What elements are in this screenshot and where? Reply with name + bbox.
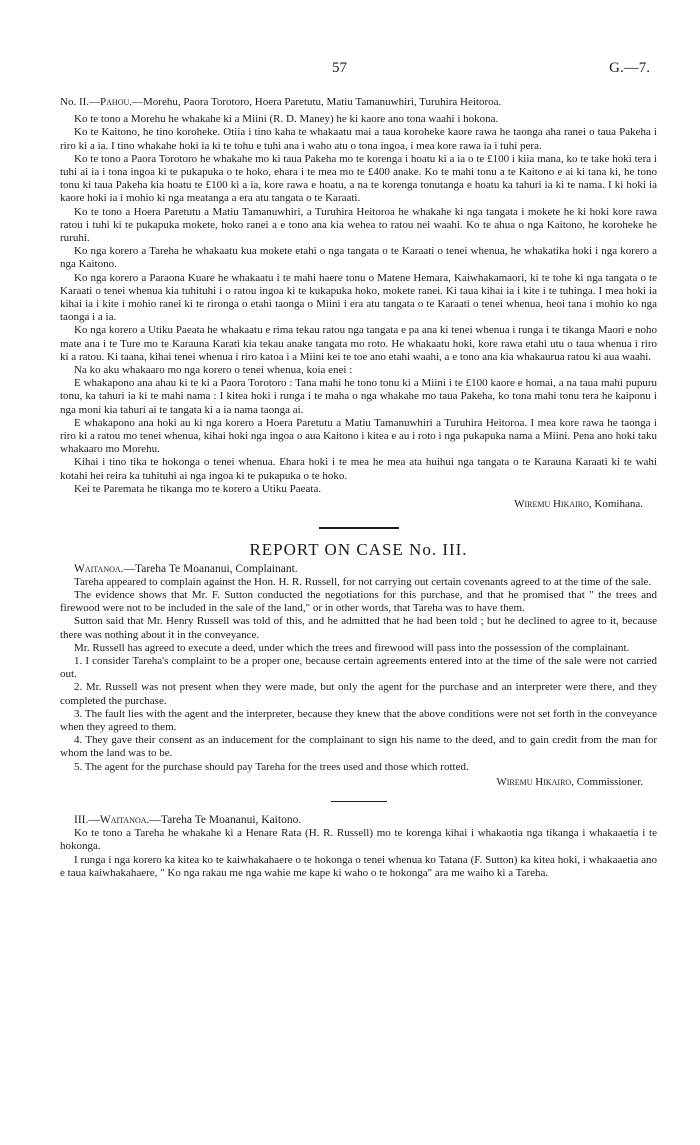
signature-line: [60, 776, 657, 789]
paragraph: Tareha appeared to complain against the Hon. H. R. Russell, for not carrying out certain covenants agreed to at the time of the sale.: [74, 575, 652, 588]
heading-rest: .—Morehu, Paora Torotoro, Hoera Paretutu, Matiu Tamanuwhiri, Turuhira Heitoroa.: [129, 96, 502, 108]
section-divider: [331, 801, 387, 802]
paragraph: Ko te tono a Paora Torotoro he whakahe mo ki taua Pakeha mo te korenga i hoatu ki a ia o te £100 i kiia mana, ko te take hoki tera i tuhi ai ia i tona ingoa ki te pukapuka o te hoko, ehara i te mea mo te £400 anake. Ko te mahi tonu a te Kaitono e ai ki tana ki, he tono tonu ki taua Pakeha kia hoatu te £100 ki a ia, kore rawa e hoatu, a na te korenga tonutanga e hoatu ka tahuri ia ki te nama. I ki hoki ia kaore hoki ia i mohio ki nga meatanga a era atu tangata o te Karaati.: [60, 152, 657, 205]
heading-prefix: III.—: [74, 813, 100, 826]
heading-place: Pahou: [100, 96, 130, 108]
paragraph: I runga i nga korero ka kitea ko te kaiwhakahaere o te hokonga o tenei whenua ko Tatana (F. Sutton) ka kitea hoki, i whakaaetia ano e taua kaiwhakahaere, " Ko nga rakau me nga wahie me kape ki waho o te hokonga" ara me waiho ki a Tareha.: [60, 853, 657, 879]
paragraph: E whakapono ana ahau ki te ki a Paora Torotoro : Tana mahi he tono tonu ki a Miini i te £100 kaore e homai, a na taua mahi pupuru tonu, ka tahuri ia ki te mahi nama : I kitea hoki i runga i te maha o nga whakahe mo taua Pakeha, ko tona mahi tonu tera he kaiponu i nga moni kia tahuri ai te tangata ki a ia nama taonga ai.: [60, 377, 657, 416]
paragraph: Ko nga korero a Paraona Kuare he whakaatu i te mahi haere tonu o Matene Hemara, Kaiwhakamaori, ki te tohe ki nga tangata o te Karaati o tenei whenua kia tuhituhi i o ratou ingoa ki te kukapuka hoko, mokete ranei. Ki taua kihai ia i kite i te tuhinga. I mea hoki ia kihai ia i kite i mohio ranei ki te rironga o etahi taonga o Miini i era atu tangata o te Karaati o tenei whenua, heoi tana i mohio ko nga taonga i a ia.: [60, 271, 657, 324]
signature-title: , Komihana.: [588, 498, 643, 511]
paragraph: The evidence shows that Mr. F. Sutton conducted the negotiations for this purchase, and that he promised that " the trees and firewood were not to be included in the sale of the land," or in other words, that Tareha was to have them.: [60, 588, 657, 615]
section-heading-no2: [60, 96, 657, 109]
paragraph: E whakapono ana hoki au ki nga korero a Hoera Paretutu a Matiu Tamanuwhiri a Turuhira Heitoroa. I mea kore rawa he taonga i riro ki a ratou mo tenei whenua, kihai hoki nga ingoa o aua Kaitono i kitea e au i roto i nga pukapuka nama a Miini. Pena ano hoki taku whakaaro mo Morehu.: [60, 416, 657, 456]
paragraph: Ko nga korero a Utiku Paeata he whakaatu e rima tekau ratou nga tangata e pa ana ki tenei whenua i runga i te tikanga Maori e noho mate ana i te Ture mo te Karauna Karati kia tekau anake tangata mo roto. He whakaatu hoki, kore rawa etahi utu o taua whenua i riro ki a ratou. Ki taana, kihai tenei whenua i riro katoa i a Miini kei te toe ano etahi waahi, a e tono ana kia whakaurua ratou ki aua waahi.: [60, 324, 657, 363]
paragraph: Ko te tono a Hoera Paretutu a Matiu Tamanuwhiri, a Turuhira Heitoroa he whakahe ki nga tangata i mokete he ki hoki kore rawa ratou i tuhi ki te pukapuka mokete, hoko ranei a e tono ana kia wehea to ratou nei waahi. Ko te ahua o nga Kaitono, he koroheke he ruruhi.: [60, 205, 657, 245]
paragraph: 2. Mr. Russell was not present when they were made, but only the agent for the purchase and an interpreter were there, and they completed the purchase.: [60, 681, 657, 707]
section-divider: [319, 527, 399, 529]
paragraph: 4. They gave their consent as an inducement for the complainant to sign his name to the deed, and to gain credit from the man for whom the land was to be.: [60, 734, 657, 760]
paragraph: Kei te Paremata he tikanga mo te korero a Utiku Paeata.: [74, 482, 322, 495]
subtitle-place: Waitanoa: [74, 562, 121, 575]
heading-place: Waitanoa: [99, 813, 147, 826]
page-content: [60, 96, 657, 880]
paragraph: Mr. Russell has agreed to execute a deed, under which the trees and firewood will pass into the possession of the complainant.: [74, 641, 630, 654]
paragraph: 1. I consider Tareha's complaint to be a proper one, because certain agreements entered into at the time of the sale were not carried out.: [60, 654, 657, 681]
paragraph: 5. The agent for the purchase should pay Tareha for the trees used and those which rotted.: [74, 760, 469, 773]
report-subtitle: [60, 563, 657, 576]
paragraph: Ko te tono a Morehu he whakahe ki a Miini (R. D. Maney) he ki kaore ano tona waahi i hokona.: [74, 113, 499, 126]
page-number: 57: [332, 60, 347, 76]
signature-title: , Commissioner.: [571, 775, 643, 788]
heading-rest: .—Tareha Te Moananui, Kaitono.: [146, 813, 302, 826]
paragraph: Sutton said that Mr. Henry Russell was told of this, and he admitted that he had been told ; but he declined to agree to it, because there was nothing about it in the conveyance.: [60, 615, 657, 641]
page-header: [0, 60, 700, 82]
heading-prefix: No. II.—: [60, 96, 101, 108]
paragraph: Ko nga korero a Tareha he whakaatu kua mokete etahi o nga tangata o te Karaati o tenei whenua, he whakatika hoki i nga korero a nga Kaitono.: [60, 245, 657, 271]
paragraph: 3. The fault lies with the agent and the interpreter, because they knew that the above conditions were not set forth in the conveyance when they agreed to them.: [60, 707, 657, 733]
signature-name: Wiremu Hikairo: [514, 498, 589, 511]
document-reference: G.—7.: [609, 60, 650, 76]
section-heading-no3: [60, 814, 657, 827]
paragraph: Ko te Kaitono, he tino koroheke. Otiia i tino kaha te whakaatu mai a taua koroheke kaore rawa he taonga aha ranei o taua Pakeha i riro ki a ia. I tino whakahe hoki ia ki te tohu e tuhi ana i waho atu o tona ingoa, i mea kore rawa ia i tuhi pera.: [60, 126, 657, 152]
report-title: REPORT ON CASE No. III.: [249, 540, 468, 560]
paragraph: Na ko aku whakaaro mo nga korero o tenei whenua, koia enei :: [74, 364, 353, 377]
subtitle-rest: .—Tareha Te Moananui, Complainant.: [120, 562, 298, 575]
signature-name: Wiremu Hikairo: [496, 775, 572, 788]
paragraph: Kihai i tino tika te hokonga o tenei whenua. Ehara hoki i te mea he mea ata huihui nga tangata o te Karauna Karaati ki te wahi kotahi hei reira ka tuhituhi ai nga ingoa ki te pukapuka o te hoko.: [60, 456, 657, 482]
paragraph: Ko te tono a Tareha he whakahe ki a Henare Rata (H. R. Russell) mo te korenga kihai i whakaotia nga tikanga i whakaaetia i te hokonga.: [60, 827, 657, 853]
signature-line: [60, 498, 657, 511]
